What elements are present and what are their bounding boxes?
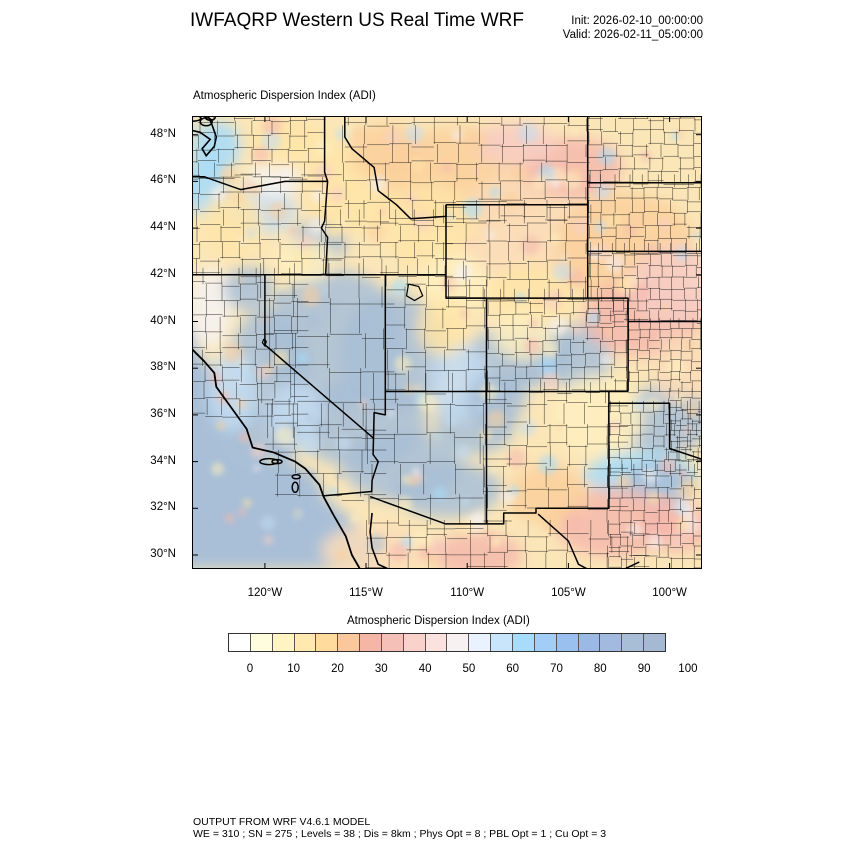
adi-field-speck [253,465,260,472]
valid-time: Valid: 2026-02-11_05:00:00 [562,29,703,41]
adi-field-speck [513,501,526,514]
adi-field-speck [450,280,459,289]
model-config: WE = 310 ; SN = 275 ; Levels = 38 ; Dis = 8km ; Phys Opt = 8 ; PBL Opt = 1 ; Cu Opt = 3 [193,828,607,840]
colorbar-label: 50 [462,663,476,675]
adi-field-speck [354,395,360,401]
colorbar-swatch [491,634,513,651]
adi-field-speck [400,248,418,266]
adi-field-speck [646,226,653,233]
colorbar-swatch [513,634,535,651]
adi-field-speck [634,399,645,410]
adi-field-speck [472,288,479,295]
colorbar-label: 20 [331,663,344,675]
adi-field-speck [509,485,519,495]
adi-field-speck [532,174,549,191]
adi-field-blob [476,122,556,166]
colorbar-swatch [404,634,426,651]
adi-field-speck [468,132,487,151]
model-version: OUTPUT FROM WRF V4.6.1 MODEL [193,816,371,828]
adi-field-speck [306,415,313,422]
adi-field-speck [655,475,661,481]
adi-field-speck [315,418,333,436]
adi-field-speck [518,123,538,143]
adi-field-speck [314,164,333,183]
adi-field-speck [407,475,418,486]
adi-field-speck [598,148,615,165]
adi-field-speck [647,534,663,550]
colorbar-swatch [229,634,251,651]
adi-field-speck [261,516,276,531]
adi-field-speck [350,126,367,143]
adi-field-speck [297,234,313,250]
page-title: IWFAQRP Western US Real Time WRF [190,10,524,31]
colorbar-label: 80 [593,663,607,675]
adi-field-speck [553,263,572,282]
adi-field-speck [435,433,441,439]
latitude-label: 40°N [150,314,176,327]
adi-field-speck [216,421,225,430]
adi-field-blob [554,375,644,455]
adi-field-speck [455,444,471,460]
adi-field-speck [520,420,536,436]
adi-field-speck [301,287,320,306]
adi-field-speck [539,357,557,375]
colorbar-label: 10 [287,663,301,675]
adi-field-speck [256,366,269,379]
adi-field-speck [234,193,244,203]
adi-field-speck [441,163,451,173]
adi-field-speck [495,214,501,220]
adi-field-speck [280,166,291,177]
adi-field-speck [538,455,557,474]
adi-map [192,116,702,569]
longitude-label: 100°W [652,587,687,599]
adi-field-speck [433,487,447,501]
adi-field-speck [243,498,252,507]
adi-field-speck [379,209,386,216]
adi-field-speck [410,158,425,173]
colorbar-label: 40 [418,663,432,675]
adi-field-speck [600,354,611,365]
colorbar-label: 0 [246,663,254,675]
adi-field-speck [308,217,326,235]
adi-field-speck [303,312,322,331]
adi-field-speck [490,187,501,198]
adi-field-speck [211,463,224,476]
adi-field-speck [549,232,561,244]
adi-field-speck [313,138,332,157]
colorbar-swatch [360,634,382,651]
adi-field-speck [417,545,431,559]
adi-field-speck [561,255,568,262]
longitude-label: 120°W [247,587,283,599]
colorbar-swatch [426,634,448,651]
colorbar-swatch [579,634,601,651]
colorbar-swatch [338,634,360,651]
adi-field-speck [550,513,562,525]
adi-field-speck [544,343,558,357]
adi-field-speck [557,424,564,431]
adi-field-speck [328,226,339,237]
latitude-label: 46°N [150,174,176,187]
adi-field-speck [570,127,579,136]
adi-field-speck [289,511,302,524]
adi-field-speck [322,287,329,294]
adi-field-speck [587,311,601,325]
adi-field-speck [351,514,360,523]
latitude-label: 42°N [150,267,176,280]
adi-field-speck [541,372,559,390]
colorbar-label: 100 [678,663,698,675]
adi-field-speck [264,535,274,545]
adi-field-speck [368,339,379,350]
adi-field-speck [390,543,408,561]
adi-field-speck [418,392,437,411]
colorbar-swatch [316,634,338,651]
colorbar-swatch [535,634,557,651]
adi-field-speck [642,470,649,477]
colorbar-swatch [600,634,622,651]
colorbar-swatch [382,634,404,651]
init-time: Init: 2026-02-10_00:00:00 [571,15,703,27]
colorbar [228,633,666,652]
adi-field-speck [595,183,611,199]
adi-field-speck [457,519,474,536]
colorbar-label: 30 [374,663,388,675]
adi-field-speck [683,426,693,436]
adi-field-speck [387,410,395,418]
init-valid-times [563,14,703,42]
colorbar-label: 70 [550,663,563,675]
adi-field-speck [405,125,423,143]
adi-field-speck [367,224,385,242]
model-info-footer [193,816,606,840]
adi-field-speck [605,254,624,273]
adi-field-speck [225,514,235,524]
longitude-label: 105°W [551,587,586,599]
longitude-label: 110°W [450,587,485,599]
adi-field-speck [572,325,582,335]
adi-field-speck [239,239,246,246]
adi-field-speck [274,292,288,306]
adi-field-speck [231,359,250,378]
adi-field-speck [290,227,297,234]
adi-field-speck [491,536,502,547]
latitude-label: 44°N [150,221,176,234]
adi-field-speck [498,389,506,397]
adi-field-speck [298,256,307,265]
colorbar-swatch [644,634,665,651]
longitude-label: 115°W [349,587,383,599]
latitude-label: 30°N [150,548,176,560]
adi-field-speck [445,415,457,427]
colorbar-swatch [447,634,469,651]
adi-field-speck [529,319,538,328]
colorbar-swatch [557,634,579,651]
adi-field-speck [675,247,689,261]
adi-field-speck [658,218,671,231]
adi-field-speck [619,374,625,380]
adi-field-speck [543,291,563,311]
adi-field-speck [610,307,626,323]
adi-field-speck [460,309,469,318]
adi-field-speck [486,230,495,239]
adi-field-speck [335,387,348,400]
adi-field-blob [224,267,274,311]
adi-field-speck [336,549,349,562]
adi-field-blob [208,352,258,432]
adi-field-speck [564,512,583,531]
latitude-label: 38°N [150,361,176,374]
adi-field-speck [631,283,650,302]
adi-field-speck [260,237,270,247]
adi-field-speck [657,333,668,344]
adi-field-speck [511,166,527,182]
latitude-label: 32°N [150,501,176,514]
adi-field-speck [252,146,269,163]
latitude-label: 34°N [150,454,176,467]
colorbar-swatch [295,634,317,651]
adi-field-speck [411,467,420,476]
adi-field-speck [595,221,607,233]
adi-field-speck [451,130,462,141]
adi-field-speck [573,168,583,178]
colorbar-label: 60 [506,663,520,675]
colorbar-swatch [251,634,273,651]
colorbar-title: Atmospheric Dispersion Index (ADI) [347,615,530,627]
adi-field-speck [487,410,506,429]
adi-field-speck [671,132,679,140]
adi-field-speck [524,338,540,354]
adi-field-speck [238,277,244,283]
map-panel [192,116,702,569]
adi-field-speck [585,471,592,478]
colorbar-swatch [622,634,644,651]
adi-field-speck [488,466,496,474]
adi-field-speck [413,213,431,231]
adi-field-speck [249,184,261,196]
adi-field-blob [203,188,263,258]
adi-field-speck [677,518,689,530]
adi-field-speck [355,315,374,334]
colorbar-swatch [273,634,295,651]
adi-field-speck [693,232,700,239]
adi-field-speck [246,229,255,238]
adi-field-speck [238,508,246,516]
adi-field-speck [391,278,409,296]
adi-field-speck [613,392,628,407]
colorbar-swatch [469,634,491,651]
latitude-label: 48°N [150,127,176,140]
adi-field-speck [521,236,540,255]
adi-field-speck [605,328,612,335]
adi-field-speck [385,129,402,146]
adi-field-speck [276,427,295,446]
map-title: Atmospheric Dispersion Index (ADI) [193,90,376,102]
colorbar-label: 90 [637,663,651,675]
adi-field-speck [296,352,308,364]
adi-field-speck [330,186,345,201]
adi-field-speck [435,544,443,552]
latitude-label: 36°N [150,407,176,420]
